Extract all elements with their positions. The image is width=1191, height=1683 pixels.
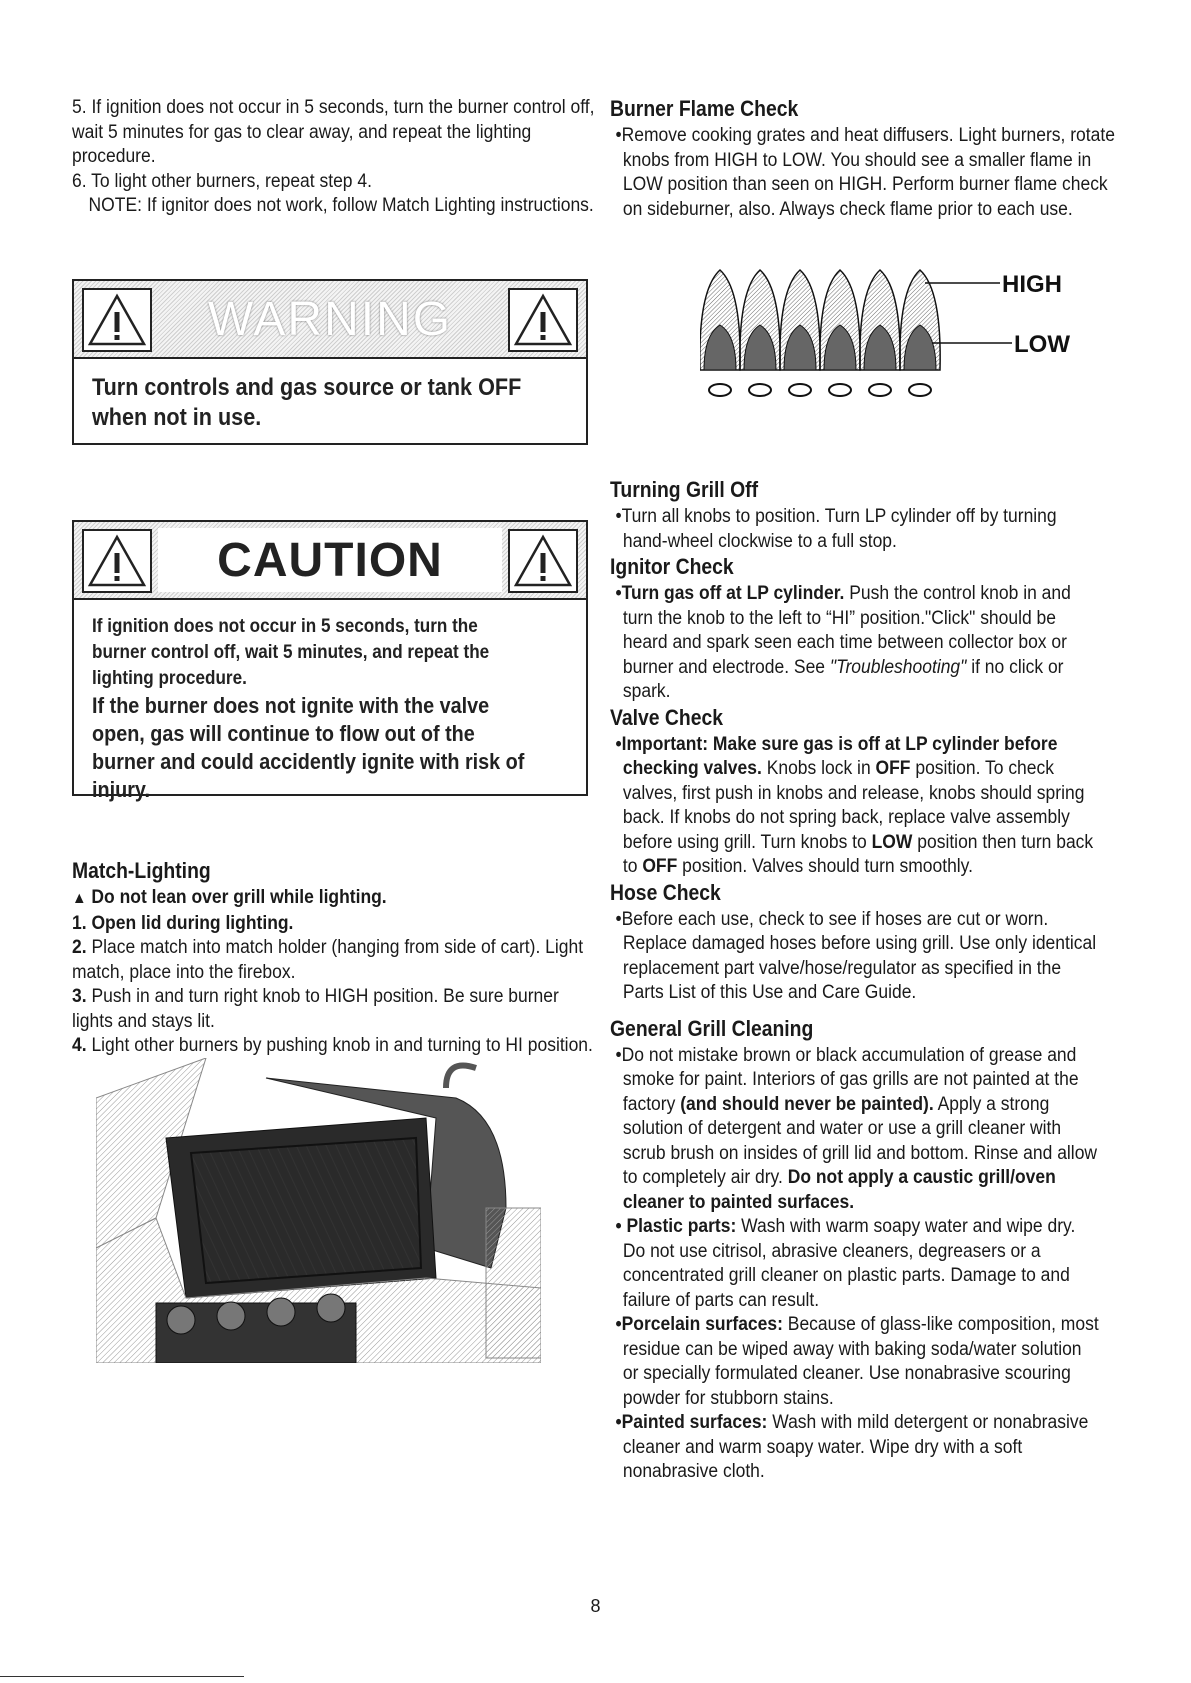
cleaning-text-porcelain: •Porcelain surfaces: Because of glass-like composition, most residue can be wiped away with baking soda/water solution or specially formulated cleaner. Use nonabrasive scouring powder for stubborn stains. [615,1314,1099,1409]
turning-off-text: •Turn all knobs to position. Turn LP cylinder off by turning hand-wheel clockwise to a full stop. [615,506,1057,552]
ignitor-heading: Ignitor Check [610,554,734,579]
step-5: 5. If ignition does not occur in 5 seconds, turn the burner control off, wait 5 minutes for gas to clear away, and repeat the lighting procedure. [72,97,595,167]
grill-illustration [96,1058,541,1363]
warning-text: Turn controls and gas source or tank OFF when not in use. [92,374,522,431]
match-lighting-heading: Match-Lighting [72,858,211,883]
burner-flame-text: •Remove cooking grates and heat diffusers. Light burners, rotate knobs from HIGH to LOW. You should see a smaller flame in LOW position than seen on HIGH. Perform burner flame check on sideburner, also. Always check flame prior to each use. [615,125,1115,220]
flame-label-low: LOW [1014,331,1070,358]
caution-text-large: If the burner does not ignite with the valve open, gas will continue to flow out of the burner and could accidently ignite with risk of injury. [92,693,525,802]
match-step-1: 1. Open lid during lighting. [72,912,294,934]
match-step-4: 4. Light other burners by pushing knob in and turning to HI position. [72,1035,593,1056]
flame-diagram [700,250,1100,420]
warning-triangle-icon [82,288,152,352]
valve-heading: Valve Check [610,704,724,730]
ignitor-note: NOTE: If ignitor does not work, follow Match Lighting instructions. [88,195,594,216]
cleaning-text-painted: •Painted surfaces: Wash with mild detergent or nonabrasive cleaner and warm soapy water. Wipe dry with a soft nonabrasive cloth. [615,1412,1089,1482]
cleaning-text-1: •Do not mistake brown or black accumulation of grease and smoke for paint. Interiors of gas grills are not painted at the factory (and should never be painted). Apply a strong solution of detergent and water or use a grill cleaner with scrub brush on insides of grill lid and bottom. Rinse and allow to completely air dry. Do not apply a caustic grill/oven cleaner to painted surfaces. [615,1044,1098,1213]
hose-text: •Before each use, check to see if hoses are cut or worn. Replace damaged hoses before using grill. Use only identical replacement part valve/hose/regulator as specified in the Parts List of this Use and Care Guide. [615,908,1097,1003]
ignitor-text: •Turn gas off at LP cylinder. Push the control knob in and turn the knob to the left to “HI” position."Click" should be heard and spark seen each time between collector box or burner and electrode. See "Troubleshooting" if no click or spark. [615,583,1071,702]
footer-rule [0,1676,244,1677]
warning-banner [74,281,586,359]
caution-text [92,614,535,804]
warning-box [72,279,588,445]
step-6: 6. To light other burners, repeat step 4. [72,170,372,192]
caution-box [72,520,588,802]
right-column [610,96,1130,222]
match-step-2: 2. Place match into match holder (hanging from side of cart). Light match, place into the firebox. [72,937,584,983]
warning-title: WARNING [207,292,453,346]
caution-text-small: If ignition does not occur in 5 seconds, turn the burner control off, wait 5 minutes, and repeat the lighting procedure. [92,616,490,689]
cleaning-heading: General Grill Cleaning [610,1015,814,1041]
turning-off-heading: Turning Grill Off [610,477,759,502]
caution-banner [74,522,586,600]
match-lighting-section [72,858,593,1059]
lighting-steps-continued [72,96,596,219]
caution-triangle-icon [82,529,152,593]
cleaning-text-plastic: • Plastic parts: Wash with warm soapy water and wipe dry. Do not use citrisol, abrasive cleaners, degreasers or a concentrated grill cleaner on plastic parts. Damage to and failure of parts can result. [615,1216,1076,1311]
page-number: 8 [590,1596,601,1616]
burner-flame-heading: Burner Flame Check [610,96,799,121]
right-column-lower [610,477,1130,1485]
warning-triangle-icon [508,288,578,352]
valve-text: •Important: Make sure gas is off at LP cylinder before checking valves. Knobs lock in OFF position. To check valves, first push in knobs and release, knobs should spring back. If knobs do not spring back, replace valve assembly before using grill. Turn knobs to LOW position then turn back to OFF position. Valves should turn smoothly. [615,733,1094,877]
caution-title: CAUTION [158,528,502,592]
hose-heading: Hose Check [610,879,721,905]
flame-label-high: HIGH [1002,271,1062,298]
left-column [72,96,595,219]
match-step-3: 3. Push in and turn right knob to HIGH position. Be sure burner lights and stays lit. [72,986,559,1032]
caution-triangle-icon [508,529,578,593]
lean-warning: ▲ Do not lean over grill while lighting. [72,887,387,908]
flames [700,270,940,396]
alert-triangle-icon: ▲ [72,890,87,907]
